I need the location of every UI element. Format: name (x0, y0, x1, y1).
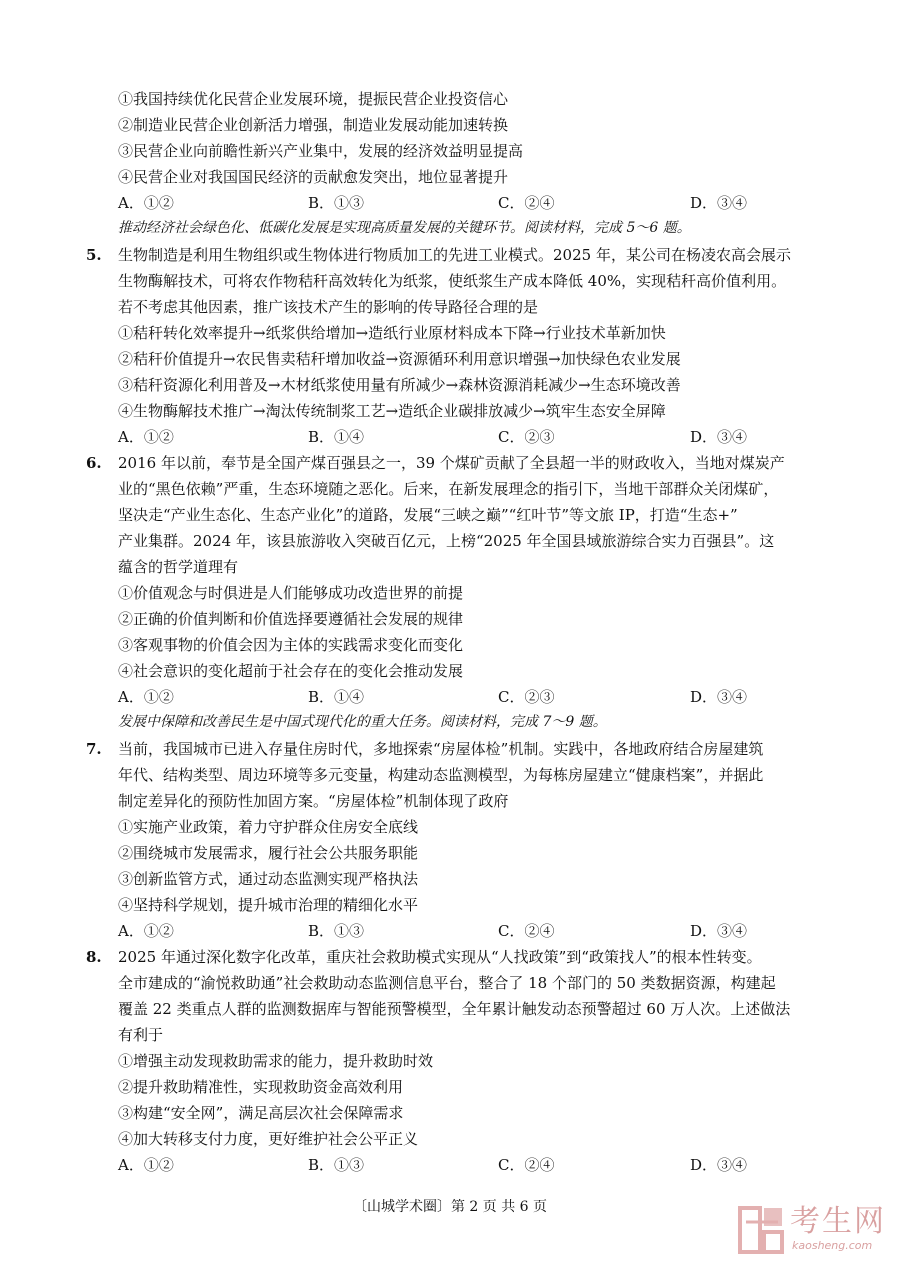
q8-choice-c: C．②④ (498, 1156, 555, 1174)
q4-choice-c: C．②④ (498, 194, 555, 212)
q4-item-4: ④民营企业对我国国民经济的贡献愈发突出，地位显著提升 (118, 168, 509, 186)
q5-item-1: ①秸秆转化效率提升→纸浆供给增加→造纸行业原材料成本下降→行业技术革新加快 (118, 324, 666, 342)
q8-item-1: ①增强主动发现救助需求的能力，提升救助时效 (118, 1052, 434, 1070)
q4-choice-d: D．③④ (690, 194, 748, 212)
q7-item-4: ④坚持科学规划，提升城市治理的精细化水平 (118, 896, 419, 914)
intro-5-6: 推动经济社会绿色化、低碳化发展是实现高质量发展的关键环节。阅读材料，完成 5～6 题。 (118, 220, 691, 236)
q7-number: 7. (86, 740, 102, 758)
q5-stem-1: 生物制造是利用生物组织或生物体进行物质加工的先进工业模式。2025 年，某公司在杨凌农高会展示 (118, 246, 791, 264)
q7-stem-2: 年代、结构类型、周边环境等多元变量，构建动态监测模型，为每栋房屋建立“健康档案”，并据此 (118, 766, 764, 784)
q7-choice-a: A．①② (118, 922, 174, 940)
q6-number: 6. (86, 454, 102, 472)
q6-item-3: ③客观事物的价值会因为主体的实践需求变化而变化 (118, 636, 464, 654)
q8-item-4: ④加大转移支付力度，更好维护社会公平正义 (118, 1130, 419, 1148)
q6-item-4: ④社会意识的变化超前于社会存在的变化会推动发展 (118, 662, 464, 680)
watermark-icon (738, 1204, 786, 1256)
q7-choice-c: C．②④ (498, 922, 555, 940)
q8-choice-d: D．③④ (690, 1156, 748, 1174)
q6-stem-5: 蕴含的哲学道理有 (118, 558, 239, 576)
q7-item-2: ②围绕城市发展需求，履行社会公共服务职能 (118, 844, 419, 862)
q4-choice-a: A．①② (118, 194, 174, 212)
q7-item-1: ①实施产业政策，着力守护群众住房安全底线 (118, 818, 419, 836)
q6-choice-c: C．②③ (498, 688, 555, 706)
q6-choice-a: A．①② (118, 688, 174, 706)
q5-item-2: ②秸秆价值提升→农民售卖秸秆增加收益→资源循环利用意识增强→加快绿色农业发展 (118, 350, 681, 368)
q5-choice-c: C．②③ (498, 428, 555, 446)
q8-stem-1: 2025 年通过深化数字化改革，重庆社会救助模式实现从“人找政策”到“政策找人”的根本性转变。 (118, 948, 762, 966)
q7-stem-3: 制定差异化的预防性加固方案。“房屋体检”机制体现了政府 (118, 792, 509, 810)
q6-stem-3: 坚决走“产业生态化、生态产业化”的道路，发展“三峡之巅”“红叶节”等文旅 IP，打造“生态+” (118, 506, 738, 524)
watermark-logo (738, 1204, 888, 1260)
q5-choice-b: B．①④ (308, 428, 365, 446)
q7-choice-d: D．③④ (690, 922, 748, 940)
q7-item-3: ③创新监管方式，通过动态监测实现严格执法 (118, 870, 419, 888)
q6-choice-d: D．③④ (690, 688, 748, 706)
watermark-domain: kaosheng.com (792, 1239, 873, 1252)
q7-choice-b: B．①③ (308, 922, 365, 940)
q7-stem-1: 当前，我国城市已进入存量住房时代，多地探索“房屋体检”机制。实践中，各地政府结合房屋建筑 (118, 740, 764, 758)
q5-choice-a: A．①② (118, 428, 174, 446)
q6-item-2: ②正确的价值判断和价值选择要遵循社会发展的规律 (118, 610, 464, 628)
q5-item-4: ④生物酶解技术推广→淘汰传统制浆工艺→造纸企业碳排放减少→筑牢生态安全屏障 (118, 402, 666, 420)
q5-number: 5. (86, 246, 102, 264)
q4-choice-b: B．①③ (308, 194, 365, 212)
q6-stem-2: 业的“黑色依赖”严重，生态环境随之恶化。后来，在新发展理念的指引下，当地干部群众关闭煤矿， (118, 480, 779, 498)
q8-number: 8. (86, 948, 102, 966)
q4-item-3: ③民营企业向前瞻性新兴产业集中，发展的经济效益明显提高 (118, 142, 524, 160)
q6-choice-b: B．①④ (308, 688, 365, 706)
intro-7-9: 发展中保障和改善民生是中国式现代化的重大任务。阅读材料，完成 7～9 题。 (118, 714, 607, 730)
q8-item-3: ③构建“安全网”，满足高层次社会保障需求 (118, 1104, 404, 1122)
q6-item-1: ①价值观念与时俱进是人们能够成功改造世界的前提 (118, 584, 464, 602)
q4-item-1: ①我国持续优化民营企业发展环境，提振民营企业投资信心 (118, 90, 509, 108)
q4-item-2: ②制造业民营企业创新活力增强，制造业发展动能加速转换 (118, 116, 509, 134)
q8-stem-2: 全市建成的“渝悦救助通”社会救助动态监测信息平台，整合了 18 个部门的 50 类数据资源，构建起 (118, 974, 776, 992)
q8-item-2: ②提升救助精准性，实现救助资金高效利用 (118, 1078, 404, 1096)
page-footer: 〔山城学术圈〕第 2 页 共 6 页 (352, 1199, 548, 1215)
q8-stem-4: 有利于 (118, 1026, 164, 1044)
q8-stem-3: 覆盖 22 类重点人群的监测数据库与智能预警模型，全年累计触发动态预警超过 60 万人次。上述做法 (118, 1000, 791, 1018)
q5-choice-d: D．③④ (690, 428, 748, 446)
q6-stem-1: 2016 年以前，奉节是全国产煤百强县之一，39 个煤矿贡献了全县超一半的财政收入，当地对煤炭产 (118, 454, 785, 472)
q5-item-3: ③秸秆资源化利用普及→木材纸浆使用量有所减少→森林资源消耗减少→生态环境改善 (118, 376, 681, 394)
q8-choice-b: B．①③ (308, 1156, 365, 1174)
q6-stem-4: 产业集群。2024 年，该县旅游收入突破百亿元，上榜“2025 年全国县域旅游综合实力百强县”。这 (118, 532, 775, 550)
watermark-name: 考生网 (790, 1204, 886, 1239)
q5-stem-3: 若不考虑其他因素，推广该技术产生的影响的传导路径合理的是 (118, 298, 539, 316)
q8-choice-a: A．①② (118, 1156, 174, 1174)
q5-stem-2: 生物酶解技术，可将农作物秸秆高效转化为纸浆，使纸浆生产成本降低 40%，实现秸秆高价值利用。 (118, 272, 787, 290)
